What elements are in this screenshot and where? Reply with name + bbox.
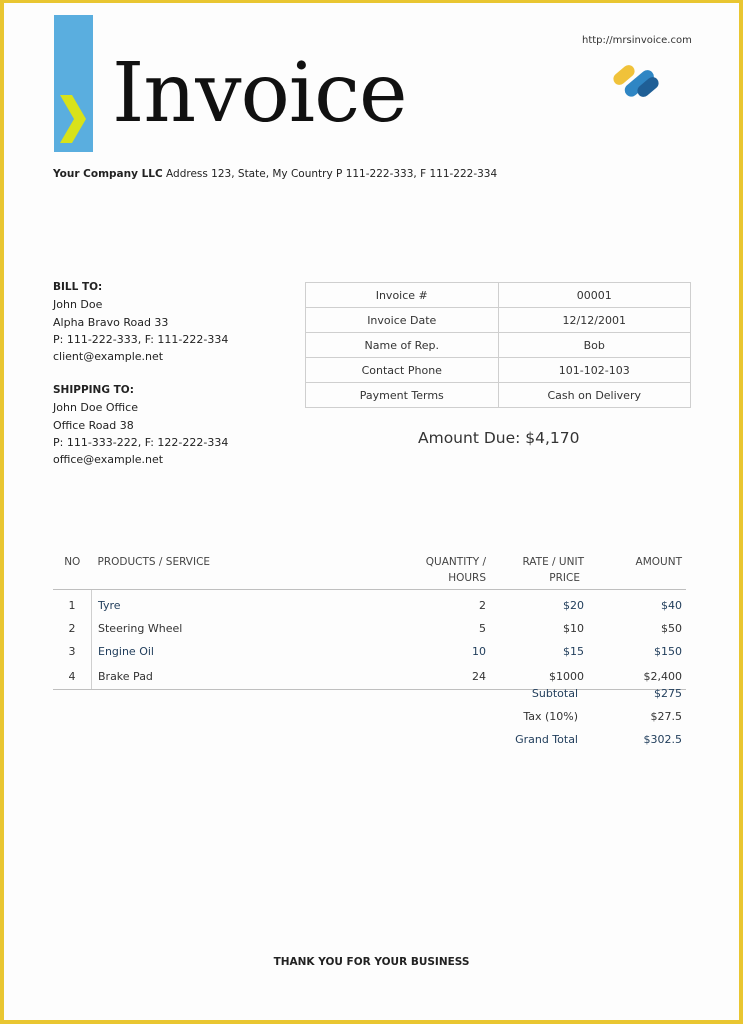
- row-amount: $2,400: [588, 663, 686, 690]
- header-rate: [490, 552, 588, 590]
- row-no: 1: [68, 599, 76, 612]
- row-amount: $40: [661, 599, 682, 612]
- row-quantity: 24: [382, 663, 490, 690]
- tax-row: [444, 705, 686, 728]
- thank-you-note: THANK YOU FOR YOUR BUSINESS: [273, 956, 470, 968]
- tax-value: $27.5: [650, 710, 682, 723]
- info-value: Cash on Delivery: [498, 383, 691, 408]
- bill-to-block: [53, 279, 228, 365]
- header-quantity-line2: HOURS: [448, 572, 486, 584]
- totals-table: [444, 682, 686, 751]
- invoice-title: Invoice: [112, 46, 407, 141]
- shipping-to-name: John Doe Office: [53, 401, 138, 415]
- row-product: Engine Oil: [92, 640, 383, 663]
- company-name: Your Company LLC: [53, 168, 163, 180]
- header-quantity-line1: QUANTITY /: [425, 556, 486, 568]
- subtotal-label: Subtotal: [531, 687, 578, 700]
- info-label: Name of Rep.: [306, 333, 499, 358]
- bill-to-name: John Doe: [53, 298, 103, 312]
- row-rate: $10: [563, 622, 584, 635]
- bill-to-heading: BILL TO:: [53, 281, 103, 293]
- info-label: Payment Terms: [306, 383, 499, 408]
- shipping-to-phone: P: 111-333-222, F: 122-222-334: [53, 435, 229, 449]
- info-value: 101-102-103: [498, 358, 691, 383]
- website-link[interactable]: http://mrsinvoice.com: [582, 35, 692, 46]
- shipping-to-email: office@example.net: [53, 453, 164, 467]
- accent-bar: [54, 15, 93, 152]
- row-rate: $15: [563, 645, 584, 658]
- grand-total-label: Grand Total: [515, 733, 578, 746]
- info-value: 00001: [498, 283, 691, 308]
- info-label: Invoice Date: [306, 308, 499, 333]
- header-amount: AMOUNT: [588, 552, 686, 590]
- row-no: 3: [68, 645, 76, 658]
- info-row: [306, 383, 691, 408]
- table-row: [53, 640, 686, 663]
- chevron-icon: [60, 95, 86, 143]
- row-amount: $150: [654, 645, 682, 658]
- info-row: [306, 333, 691, 358]
- bill-to-address: Alpha Bravo Road 33: [53, 315, 169, 329]
- info-value: 12/12/2001: [498, 308, 691, 333]
- items-table: [53, 552, 686, 690]
- header-rate-line2: PRICE: [549, 572, 580, 584]
- row-quantity: 5: [479, 622, 486, 635]
- subtotal-row: [444, 682, 686, 705]
- company-details: Address 123, State, My Country P 111-222-333, F 111-222-334: [166, 168, 498, 180]
- table-row: [53, 617, 686, 640]
- subtotal-value: $275: [654, 687, 682, 700]
- grand-total-value: $302.5: [643, 733, 682, 746]
- shipping-to-address: Office Road 38: [53, 418, 134, 432]
- row-product: Brake Pad: [92, 663, 383, 690]
- row-no: 2: [68, 622, 76, 635]
- invoice-info-table: [305, 282, 691, 408]
- info-row: [306, 283, 691, 308]
- amount-due: Amount Due: $4,170: [418, 429, 580, 447]
- row-rate: $20: [563, 599, 584, 612]
- row-amount: $50: [661, 622, 682, 635]
- company-logo: [608, 59, 666, 103]
- info-value: Bob: [498, 333, 691, 358]
- header-no: NO: [53, 552, 92, 590]
- info-row: [306, 358, 691, 383]
- header-quantity: [382, 552, 490, 590]
- header-product: PRODUCTS / SERVICE: [92, 552, 383, 590]
- items-header-row: [53, 552, 686, 590]
- info-row: [306, 308, 691, 333]
- shipping-to-block: [53, 382, 228, 468]
- shipping-to-heading: SHIPPING TO:: [53, 384, 134, 396]
- grand-total-row: [444, 728, 686, 751]
- table-row: [53, 590, 686, 618]
- invoice-page: [4, 3, 739, 1020]
- info-label: Contact Phone: [306, 358, 499, 383]
- bill-to-email: client@example.net: [53, 350, 164, 364]
- row-no: 4: [53, 663, 92, 690]
- row-rate: $1000: [490, 663, 588, 690]
- info-label: Invoice #: [306, 283, 499, 308]
- row-quantity: 10: [472, 645, 486, 658]
- row-product: Tyre: [92, 590, 383, 618]
- bill-to-phone: P: 111-222-333, F: 111-222-334: [53, 332, 229, 346]
- header-rate-line1: RATE / UNIT: [522, 556, 584, 568]
- row-quantity: 2: [479, 599, 486, 612]
- tax-label: Tax (10%): [523, 710, 578, 723]
- company-line: [53, 168, 497, 180]
- row-product: Steering Wheel: [92, 617, 383, 640]
